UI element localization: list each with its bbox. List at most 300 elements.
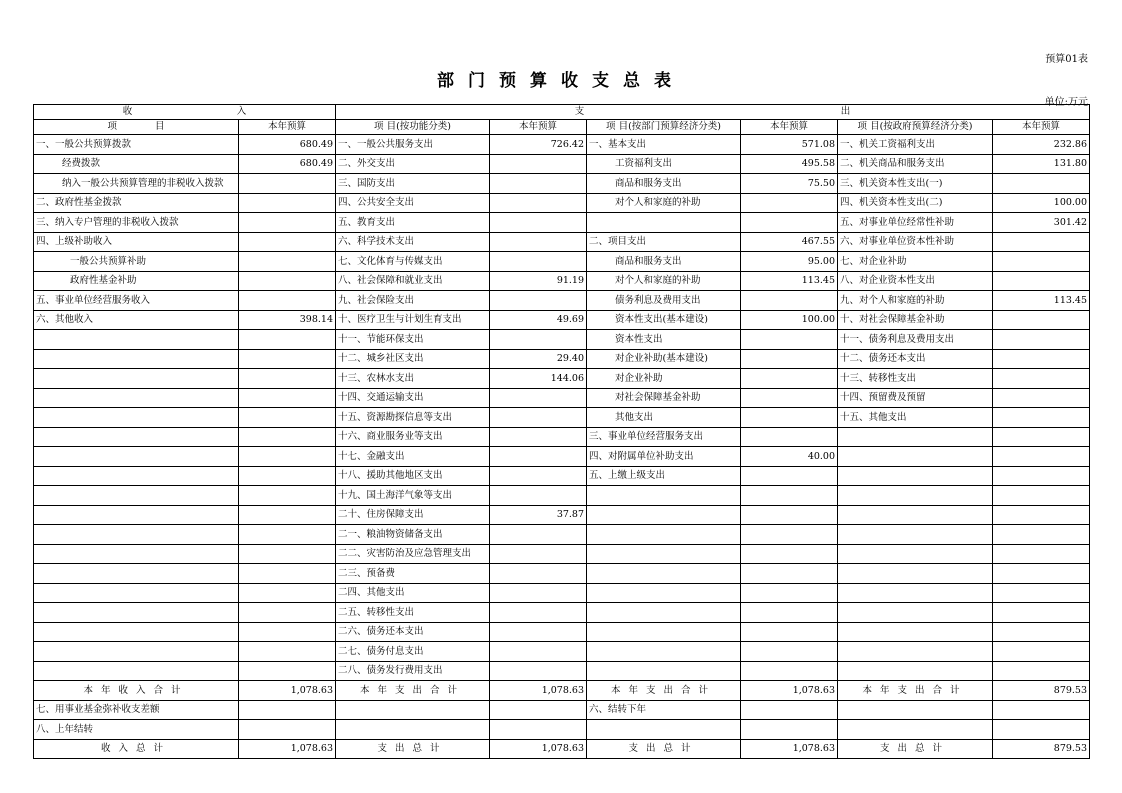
expense-group-header: 支 出 [336, 105, 1090, 120]
func-item: 二四、其他支出 [336, 583, 490, 603]
income-amount [239, 291, 336, 311]
dept-amount: 571.08 [741, 135, 838, 155]
func-amount [490, 661, 587, 681]
gov-item [838, 720, 993, 740]
func-amount [490, 642, 587, 662]
func-total-amount: 1,078.63 [490, 681, 587, 701]
income-item [34, 642, 239, 662]
func-amount [490, 544, 587, 564]
income-item [34, 447, 239, 467]
income-item [34, 486, 239, 506]
gov-total-amount: 879.53 [993, 681, 1090, 701]
gov-item [838, 486, 993, 506]
table-row [34, 642, 1090, 662]
func-amount [490, 603, 587, 623]
func-amount: 49.69 [490, 310, 587, 330]
dept-amount [741, 583, 838, 603]
func-total-label: 支出总计 [336, 739, 490, 759]
gov-item: 七、对企业补助 [838, 252, 993, 272]
income-item: 三、纳入专户管理的非税收入拨款 [34, 213, 239, 233]
dept-amount [741, 369, 838, 389]
dept-amount: 40.00 [741, 447, 838, 467]
dept-item: 对个人和家庭的补助 [587, 193, 741, 213]
dept-item: 资本性支出(基本建设) [587, 310, 741, 330]
gov-item: 十四、预留费及预留 [838, 388, 993, 408]
gov-amount [993, 330, 1090, 350]
income-group-header: 收 入 [34, 105, 336, 120]
gov-item: 八、对企业资本性支出 [838, 271, 993, 291]
dept-amount [741, 525, 838, 545]
gov-amount [993, 447, 1090, 467]
income-total-label: 本年收入合计 [34, 681, 239, 701]
table-row [34, 486, 1090, 506]
income-amount [239, 232, 336, 252]
table-row [34, 291, 1090, 311]
income-amount [239, 349, 336, 369]
grand-total-row [34, 739, 1090, 759]
gov-amount [993, 603, 1090, 623]
dept-item: 商品和服务支出 [587, 252, 741, 272]
gov-amount [993, 232, 1090, 252]
gov-item [838, 661, 993, 681]
func-amount: 726.42 [490, 135, 587, 155]
dept-amount [741, 388, 838, 408]
func-amount [490, 174, 587, 194]
income-item: 纳入一般公共预算管理的非税收入拨款 [34, 174, 239, 194]
gov-item [838, 427, 993, 447]
col-header-amount: 本年预算 [993, 120, 1090, 135]
dept-item [587, 544, 741, 564]
gov-amount [993, 310, 1090, 330]
func-total-amount: 1,078.63 [490, 739, 587, 759]
table-row [34, 544, 1090, 564]
gov-item: 九、对个人和家庭的补助 [838, 291, 993, 311]
income-item: 四、上级补助收入 [34, 232, 239, 252]
col-header-func: 项 目(按功能分类) [336, 120, 490, 135]
income-amount [239, 642, 336, 662]
table-row [34, 427, 1090, 447]
income-total-amount: 1,078.63 [239, 739, 336, 759]
func-amount [490, 408, 587, 428]
func-item: 二八、债务发行费用支出 [336, 661, 490, 681]
func-item [336, 720, 490, 740]
gov-amount [993, 388, 1090, 408]
dept-item [587, 213, 741, 233]
dept-item [587, 583, 741, 603]
income-amount [239, 603, 336, 623]
table-row [34, 310, 1090, 330]
income-item [34, 505, 239, 525]
func-amount [490, 525, 587, 545]
dept-amount [741, 291, 838, 311]
income-item: 一般公共预算补助 [34, 252, 239, 272]
dept-item [587, 564, 741, 584]
income-item [34, 330, 239, 350]
income-item [34, 525, 239, 545]
gov-amount: 100.00 [993, 193, 1090, 213]
func-item: 二三、预备费 [336, 564, 490, 584]
income-amount [239, 213, 336, 233]
gov-item: 六、对事业单位资本性补助 [838, 232, 993, 252]
gov-amount [993, 349, 1090, 369]
extra-row [34, 700, 1090, 720]
func-item: 十二、城乡社区支出 [336, 349, 490, 369]
table-row [34, 174, 1090, 194]
func-item: 十七、金融支出 [336, 447, 490, 467]
func-item: 十一、节能环保支出 [336, 330, 490, 350]
extra-row [34, 720, 1090, 740]
table-row [34, 525, 1090, 545]
func-item: 九、社会保险支出 [336, 291, 490, 311]
dept-item [587, 622, 741, 642]
gov-amount: 131.80 [993, 154, 1090, 174]
gov-item [838, 642, 993, 662]
gov-amount [993, 583, 1090, 603]
gov-item: 十、对社会保障基金补助 [838, 310, 993, 330]
gov-amount [993, 564, 1090, 584]
dept-item: 其他支出 [587, 408, 741, 428]
table-row [34, 583, 1090, 603]
gov-item: 二、机关商品和服务支出 [838, 154, 993, 174]
dept-amount [741, 427, 838, 447]
gov-amount [993, 271, 1090, 291]
gov-item [838, 544, 993, 564]
table-row [34, 135, 1090, 155]
group-header-row [34, 105, 1090, 120]
table-row [34, 330, 1090, 350]
table-row [34, 213, 1090, 233]
dept-total-amount: 1,078.63 [741, 681, 838, 701]
gov-amount: 232.86 [993, 135, 1090, 155]
col-header-dept: 项 目(按部门预算经济分类) [587, 120, 741, 135]
dept-item: 债务利息及费用支出 [587, 291, 741, 311]
table-row [34, 505, 1090, 525]
dept-amount: 467.55 [741, 232, 838, 252]
dept-total-label: 支出总计 [587, 739, 741, 759]
table-row [34, 603, 1090, 623]
gov-amount [993, 408, 1090, 428]
func-amount [490, 700, 587, 720]
gov-item [838, 564, 993, 584]
gov-amount [993, 622, 1090, 642]
dept-item: 资本性支出 [587, 330, 741, 350]
dept-item [587, 525, 741, 545]
gov-item: 十三、转移性支出 [838, 369, 993, 389]
income-item [34, 388, 239, 408]
dept-amount [741, 720, 838, 740]
income-amount [239, 466, 336, 486]
gov-item: 三、机关资本性支出(一) [838, 174, 993, 194]
dept-item: 工资福利支出 [587, 154, 741, 174]
dept-item: 四、对附属单位补助支出 [587, 447, 741, 467]
col-header-item: 项 目 [34, 120, 239, 135]
func-amount [490, 154, 587, 174]
func-item: 一、一般公共服务支出 [336, 135, 490, 155]
gov-item: 十五、其他支出 [838, 408, 993, 428]
func-item: 八、社会保障和就业支出 [336, 271, 490, 291]
gov-amount [993, 700, 1090, 720]
gov-amount [993, 427, 1090, 447]
dept-amount: 100.00 [741, 310, 838, 330]
dept-amount [741, 193, 838, 213]
func-amount [490, 447, 587, 467]
func-amount [490, 466, 587, 486]
dept-total-label: 本年支出合计 [587, 681, 741, 701]
income-amount: 398.14 [239, 310, 336, 330]
table-row [34, 564, 1090, 584]
income-amount: 680.49 [239, 135, 336, 155]
income-item [34, 544, 239, 564]
dept-item [587, 720, 741, 740]
dept-item [587, 486, 741, 506]
income-item [34, 466, 239, 486]
dept-amount [741, 642, 838, 662]
func-amount [490, 720, 587, 740]
gov-amount: 301.42 [993, 213, 1090, 233]
income-amount [239, 408, 336, 428]
dept-item: 六、结转下年 [587, 700, 741, 720]
gov-amount [993, 720, 1090, 740]
func-amount [490, 232, 587, 252]
gov-item [838, 447, 993, 467]
func-amount [490, 330, 587, 350]
dept-item: 对企业补助 [587, 369, 741, 389]
table-row [34, 193, 1090, 213]
func-item: 二二、灾害防治及应急管理支出 [336, 544, 490, 564]
column-header-row [34, 120, 1090, 135]
gov-amount [993, 642, 1090, 662]
dept-amount [741, 564, 838, 584]
income-amount [239, 661, 336, 681]
table-row [34, 252, 1090, 272]
table-row [34, 466, 1090, 486]
unit-label: 单位:万元 [1044, 97, 1088, 108]
gov-item [838, 505, 993, 525]
income-amount [239, 447, 336, 467]
func-item: 六、科学技术支出 [336, 232, 490, 252]
income-amount [239, 486, 336, 506]
income-total-label: 收入总计 [34, 739, 239, 759]
income-amount [239, 271, 336, 291]
page-title: 部门预算收支总表 [437, 71, 685, 91]
table-row [34, 154, 1090, 174]
func-item [336, 700, 490, 720]
func-item: 二一、粮油物资储备支出 [336, 525, 490, 545]
table-row [34, 622, 1090, 642]
gov-amount [993, 661, 1090, 681]
table-row [34, 388, 1090, 408]
func-item: 四、公共安全支出 [336, 193, 490, 213]
func-amount: 144.06 [490, 369, 587, 389]
income-item [34, 603, 239, 623]
income-item: 八、上年结转 [34, 720, 239, 740]
gov-total-amount: 879.53 [993, 739, 1090, 759]
func-amount [490, 213, 587, 233]
func-item: 二十、住房保障支出 [336, 505, 490, 525]
income-item [34, 427, 239, 447]
form-number: 预算01表 [1045, 54, 1088, 65]
func-item: 十九、国土海洋气象等支出 [336, 486, 490, 506]
dept-amount [741, 622, 838, 642]
gov-amount [993, 544, 1090, 564]
dept-total-amount: 1,078.63 [741, 739, 838, 759]
dept-amount [741, 466, 838, 486]
income-amount [239, 583, 336, 603]
dept-item [587, 505, 741, 525]
func-item: 七、文化体育与传媒支出 [336, 252, 490, 272]
dept-item: 三、事业单位经营服务支出 [587, 427, 741, 447]
income-item [34, 622, 239, 642]
dept-amount [741, 349, 838, 369]
func-amount [490, 486, 587, 506]
income-item [34, 661, 239, 681]
income-item [34, 369, 239, 389]
dept-item: 一、基本支出 [587, 135, 741, 155]
gov-item [838, 603, 993, 623]
func-item: 三、国防支出 [336, 174, 490, 194]
income-item [34, 583, 239, 603]
dept-item: 五、上缴上级支出 [587, 466, 741, 486]
func-amount [490, 193, 587, 213]
func-item: 十六、商业服务业等支出 [336, 427, 490, 447]
dept-item [587, 642, 741, 662]
dept-item [587, 603, 741, 623]
gov-item: 十一、债务利息及费用支出 [838, 330, 993, 350]
gov-total-label: 支出总计 [838, 739, 993, 759]
income-amount [239, 720, 336, 740]
func-amount: 37.87 [490, 505, 587, 525]
income-item: 五、事业单位经营服务收入 [34, 291, 239, 311]
func-amount: 91.19 [490, 271, 587, 291]
income-total-amount: 1,078.63 [239, 681, 336, 701]
func-item: 二六、债务还本支出 [336, 622, 490, 642]
dept-amount: 95.00 [741, 252, 838, 272]
gov-item [838, 700, 993, 720]
dept-amount [741, 603, 838, 623]
col-header-amount: 本年预算 [239, 120, 336, 135]
income-amount [239, 525, 336, 545]
func-amount: 29.40 [490, 349, 587, 369]
table-row [34, 369, 1090, 389]
income-item: 六、其他收入 [34, 310, 239, 330]
income-item: 二、政府性基金拨款 [34, 193, 239, 213]
income-amount [239, 369, 336, 389]
gov-item: 四、机关资本性支出(二) [838, 193, 993, 213]
income-amount [239, 388, 336, 408]
func-item: 二、外交支出 [336, 154, 490, 174]
gov-item [838, 525, 993, 545]
dept-item: 对个人和家庭的补助 [587, 271, 741, 291]
income-amount [239, 700, 336, 720]
income-amount [239, 174, 336, 194]
gov-item: 十二、债务还本支出 [838, 349, 993, 369]
func-item: 二五、转移性支出 [336, 603, 490, 623]
income-amount [239, 505, 336, 525]
income-item [34, 564, 239, 584]
func-amount [490, 291, 587, 311]
budget-summary-table [33, 104, 1090, 759]
func-item: 二七、债务付息支出 [336, 642, 490, 662]
income-item: 经费拨款 [34, 154, 239, 174]
gov-item [838, 622, 993, 642]
dept-item: 二、项目支出 [587, 232, 741, 252]
gov-amount [993, 505, 1090, 525]
dept-item: 对社会保障基金补助 [587, 388, 741, 408]
dept-amount [741, 700, 838, 720]
income-amount [239, 427, 336, 447]
income-amount [239, 252, 336, 272]
func-item: 十八、援助其他地区支出 [336, 466, 490, 486]
gov-item [838, 583, 993, 603]
dept-amount [741, 486, 838, 506]
gov-amount [993, 525, 1090, 545]
func-item: 十四、交通运输支出 [336, 388, 490, 408]
income-amount [239, 622, 336, 642]
func-amount [490, 427, 587, 447]
func-total-label: 本年支出合计 [336, 681, 490, 701]
gov-item: 五、对事业单位经常性补助 [838, 213, 993, 233]
table-row [34, 408, 1090, 428]
dept-item: 对企业补助(基本建设) [587, 349, 741, 369]
table-row [34, 661, 1090, 681]
dept-amount [741, 213, 838, 233]
table-row [34, 232, 1090, 252]
table-row [34, 349, 1090, 369]
income-item: 政府性基金补助 [34, 271, 239, 291]
func-item: 五、教育支出 [336, 213, 490, 233]
table-row [34, 447, 1090, 467]
dept-amount [741, 330, 838, 350]
func-amount [490, 252, 587, 272]
func-amount [490, 583, 587, 603]
income-amount [239, 330, 336, 350]
func-amount [490, 388, 587, 408]
col-header-amount: 本年预算 [490, 120, 587, 135]
gov-amount: 113.45 [993, 291, 1090, 311]
dept-item [587, 661, 741, 681]
gov-total-label: 本年支出合计 [838, 681, 993, 701]
income-amount [239, 544, 336, 564]
gov-item [838, 466, 993, 486]
income-item [34, 408, 239, 428]
dept-amount [741, 408, 838, 428]
col-header-gov: 项 目(按政府预算经济分类) [838, 120, 993, 135]
func-item: 十五、资源勘探信息等支出 [336, 408, 490, 428]
gov-item: 一、机关工资福利支出 [838, 135, 993, 155]
income-amount: 680.49 [239, 154, 336, 174]
dept-amount [741, 661, 838, 681]
dept-amount: 495.58 [741, 154, 838, 174]
func-amount [490, 622, 587, 642]
dept-item: 商品和服务支出 [587, 174, 741, 194]
gov-amount [993, 174, 1090, 194]
gov-amount [993, 486, 1090, 506]
income-amount [239, 193, 336, 213]
dept-amount: 75.50 [741, 174, 838, 194]
dept-amount: 113.45 [741, 271, 838, 291]
func-amount [490, 564, 587, 584]
col-header-amount: 本年预算 [741, 120, 838, 135]
dept-amount [741, 544, 838, 564]
dept-amount [741, 505, 838, 525]
gov-amount [993, 466, 1090, 486]
income-item: 一、一般公共预算拨款 [34, 135, 239, 155]
income-item: 七、用事业基金弥补收支差额 [34, 700, 239, 720]
gov-amount [993, 252, 1090, 272]
func-item: 十、医疗卫生与计划生育支出 [336, 310, 490, 330]
table-row [34, 271, 1090, 291]
func-item: 十三、农林水支出 [336, 369, 490, 389]
